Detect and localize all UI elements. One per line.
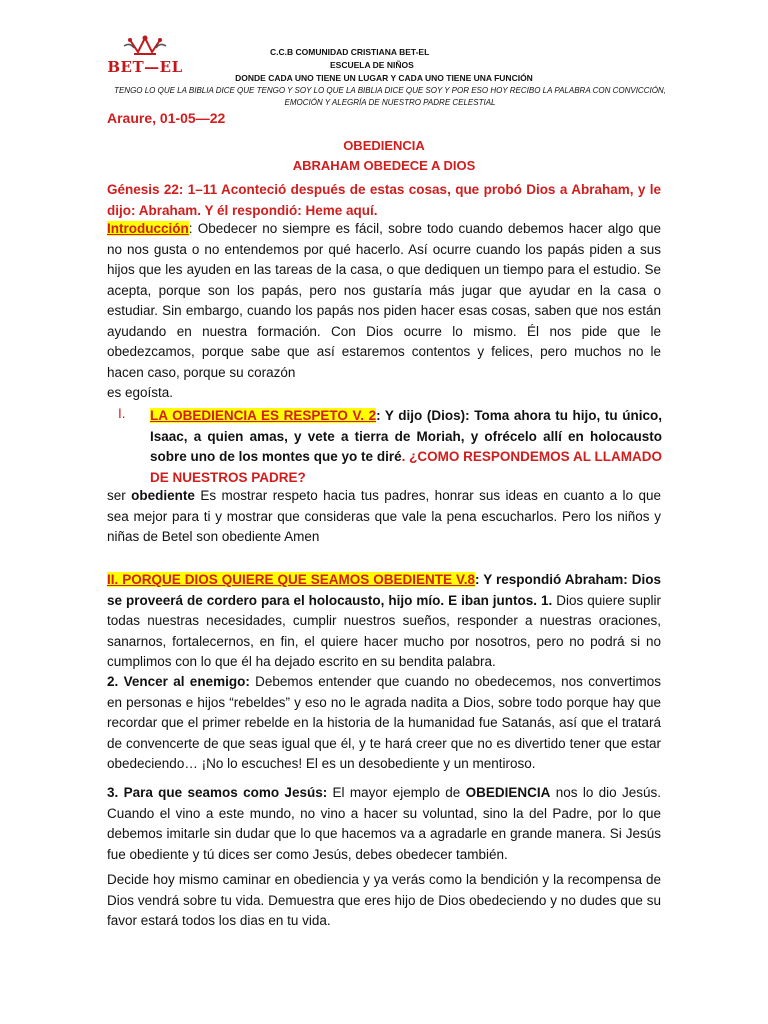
point2-label: 2. Vencer al enemigo: [107, 674, 250, 689]
section1-verse-text: : Y dijo (Dios): Toma ahora tu hijo, tu único, Isaac, a quien amas, y vete a tierra de Moriah, y ofrécelo allí en holocausto sobre uno de los montes que yo te diré [150, 408, 662, 464]
section1-heading-block [150, 406, 662, 488]
church-logo [104, 34, 186, 78]
section2-paragraph [107, 570, 661, 673]
introduction-label: Introducción [107, 221, 189, 236]
header-church-name: C.C.B COMUNIDAD CRISTIANA BET-EL [270, 47, 430, 57]
section1-question: . ¿COMO RESPONDEMOS AL LLAMADO DE NUESTROS PADRE? [150, 449, 662, 485]
point3-label: 3. Para que seamos como Jesús: [107, 785, 328, 800]
section2-point1-text: Dios quiere suplir todas nuestras necesidades, cumplir nuestros sueños, responder a nuestras oraciones, sanarnos, fortalecernos, en fin, el quiere hacer mucho por nosotros, pero no podrá si no cumplimos con lo que él ha dejado escrito en su bendita palabra. [107, 592, 661, 669]
section1-bold-word: obediente [131, 488, 195, 503]
section1-heading: LA OBEDIENCIA ES RESPETO V. 2 [150, 408, 377, 423]
introduction-tail: es egoísta. [107, 385, 174, 400]
section2-heading: II. PORQUE DIOS QUIERE QUE SEAMOS OBEDIENTE V.8 [107, 572, 475, 587]
section1-numeral: I. [118, 406, 126, 421]
closing-paragraph: Decide hoy mismo caminar en obediencia y ya verás como la bendición y la recompensa de Dios vendrá sobre tu vida. Demuestra que eres hijo de Dios obedeciendo y no dudes que su favor estará todos los dias en tu vida. [107, 872, 661, 928]
point3-text-a: El mayor ejemplo de [327, 785, 466, 800]
date-line: Araure, 01-05—22 [107, 110, 226, 126]
section1-paragraph [107, 486, 661, 548]
header-motto: TENGO LO QUE LA BIBLIA DICE QUE TENGO Y SOY LO QUE LA BIBLIA DICE QUE SOY Y POR ESO HOY RECIBO LA PALABRA CON CONVICCIÓN, EMOCIÓN Y ALEGRÍA DE NUESTRO PADRE CELESTIAL [114, 86, 666, 107]
introduction-text: : Obedecer no siempre es fácil, sobre todo cuando debemos hacer algo que no nos gusta o no entendemos por qué hacerlo. Así ocurre cuando los papás piden a sus hijos que les ayuden en las tareas de la casa, o que dediquen un tiempo para el estudio. Se acepta, porque son los papás, pero nos gustaría más jugar que ayudar en la casa o estudiar. Sin embargo, cuando los papás nos piden hacer esas cosas, saben que nos están ayudando en nuestra formación. Con Dios ocurre lo mismo. Él nos pide que le obedezcamos, porque sabe que así estaremos contentos y felices, pero muchos no le hacen caso, porque su corazón [107, 221, 661, 380]
header-school-name: ESCUELA DE NIÑOS [330, 60, 414, 70]
bible-verse: Génesis 22: 1–11 Aconteció después de estas cosas, que probó Dios a Abraham, y le dijo: Abraham. Y él respondió: Heme aquí. [107, 182, 661, 218]
page-subtitle: ABRAHAM OBEDECE A DIOS [292, 158, 476, 173]
logo-text: BET—EL [107, 58, 183, 76]
introduction-paragraph [107, 219, 661, 404]
section1-lead: ser [107, 488, 132, 503]
point2-text: Debemos entender que cuando no obedecemos, nos convertimos en personas e hijos “rebeldes” y eso no le agrada nadita a Dios, sobre todo porque hay que recordar que el primer rebelde en la historia de la humanidad fue Satanás, así que el tratará de convencerte de que seas igual que él, y te hará creer que no es divertido tener que estar obedeciendo… ¡No lo escuches! El es un desobediente y un mentiroso. [107, 674, 661, 771]
point3-text-b: nos lo dio Jesús. Cuando el vino a este mundo, no vino a hacer su voluntad, sino la del Padre, por lo que debemos imitarle sin dudar que lo que hacemos va a agradarle en grande manera. Si Jesús fue obediente y tú dices ser como Jesús, debes obedecer también. [107, 785, 662, 862]
point3-bold-word: OBEDIENCIA [465, 785, 551, 800]
page-title: OBEDIENCIA [343, 138, 425, 153]
crown-icon [104, 34, 186, 60]
section2-verse-text: : Y respondió Abraham: Dios se proveerá de cordero para el holocausto, hijo mío. E iban juntos [107, 572, 661, 608]
section2-point3 [107, 783, 661, 865]
section2-point1-number: . 1. [533, 592, 553, 608]
header-slogan: DONDE CADA UNO TIENE UN LUGAR Y CADA UNO TIENE UNA FUNCIÓN [235, 73, 533, 83]
section2-point2 [107, 672, 661, 775]
section1-body: Es mostrar respeto hacia tus padres, honrar sus ideas en cuanto a lo que sea mejor para ti y mostrar que consideras que vale la pena escucharlos. Pero los niños y niñas de Betel son obediente Amen [107, 488, 661, 544]
